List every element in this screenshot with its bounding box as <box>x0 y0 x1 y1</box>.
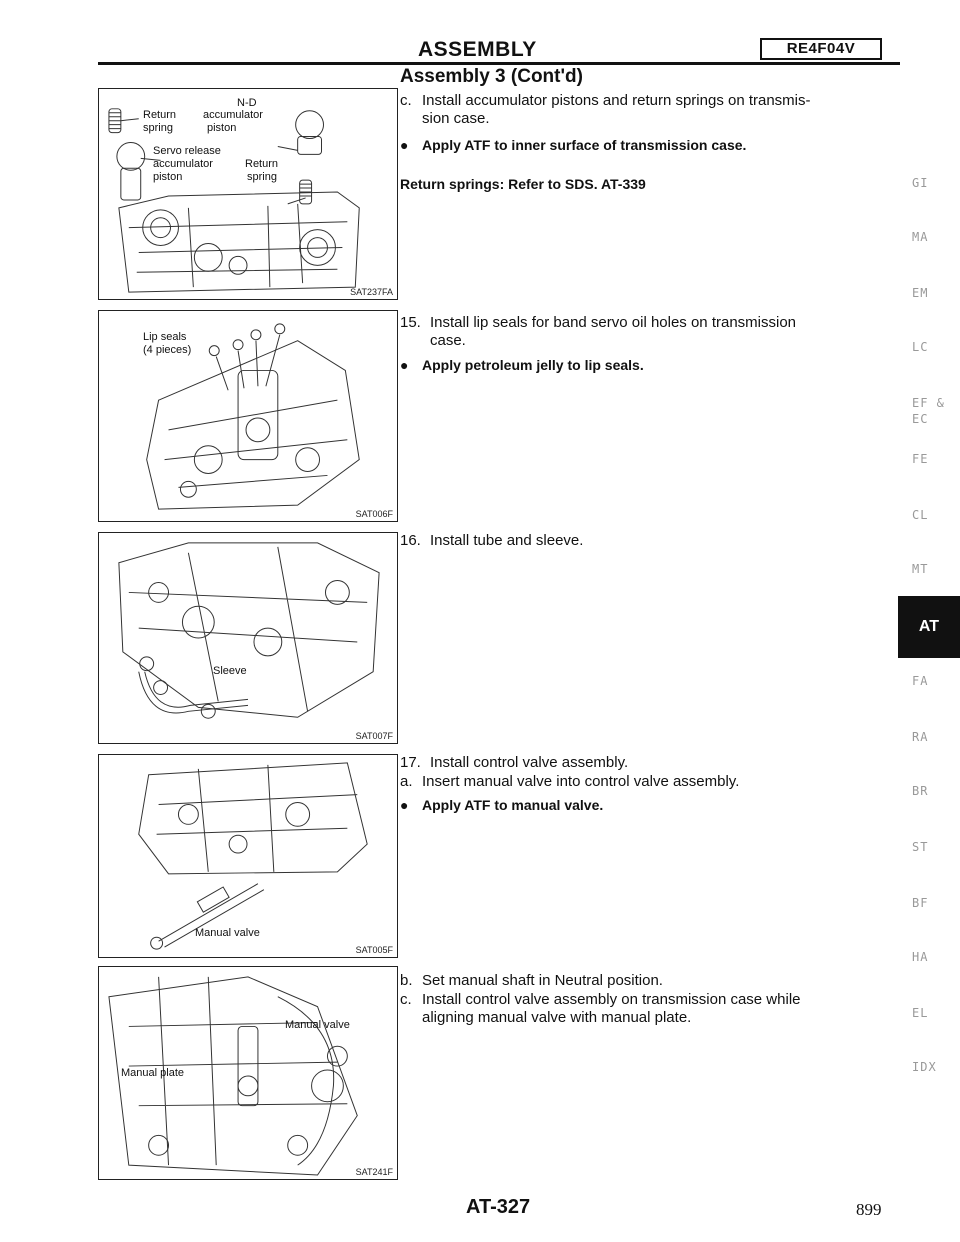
index-el[interactable]: EL <box>912 1006 929 1020</box>
step-c-accumulators <box>400 92 900 128</box>
figure-code: SAT007F <box>355 731 393 741</box>
step-c-control-valve <box>400 991 900 1027</box>
step-a <box>400 773 900 791</box>
label-spring: spring <box>143 122 173 134</box>
label-manual-valve: Manual valve <box>195 927 260 939</box>
figure-code: SAT005F <box>355 945 393 955</box>
header-rule <box>98 62 900 65</box>
index-idx[interactable]: IDX <box>912 1060 937 1074</box>
bullet-apply-atf-valve <box>400 796 900 814</box>
step-text-cont: case. <box>430 332 466 349</box>
step-marker: b. <box>400 972 413 989</box>
index-ha[interactable]: HA <box>912 950 929 964</box>
step-text: Install tube and sleeve. <box>430 532 584 549</box>
bullet-petroleum-jelly <box>400 356 900 374</box>
figure-manual-plate <box>98 966 398 1180</box>
label-accumulator-2: accumulator <box>153 158 213 170</box>
figure-manual-valve <box>98 754 398 958</box>
label-four-pieces: (4 pieces) <box>143 344 192 356</box>
page-title: ASSEMBLY <box>418 38 537 61</box>
step-number: 15. <box>400 314 421 331</box>
bullet-apply-atf-case <box>400 136 900 154</box>
index-fe[interactable]: FE <box>912 452 929 466</box>
figure-code: SAT006F <box>355 509 393 519</box>
index-ef[interactable]: EF & <box>912 396 945 410</box>
bullet-text: Apply petroleum jelly to lip seals. <box>422 357 644 373</box>
bullet-text: Apply ATF to manual valve. <box>422 797 604 813</box>
section-title: Assembly 3 (Cont'd) <box>400 66 583 87</box>
index-ec[interactable]: EC <box>912 412 929 426</box>
bullet-dot: ● <box>400 137 409 153</box>
step-16 <box>400 532 900 550</box>
bullet-dot: ● <box>400 797 409 813</box>
index-bf[interactable]: BF <box>912 896 929 910</box>
step-text: Set manual shaft in Neutral position. <box>422 972 663 989</box>
figure-accumulator-pistons <box>98 88 398 300</box>
step-17 <box>400 754 900 772</box>
step-marker: a. <box>400 773 413 790</box>
label-return: Return <box>143 109 177 121</box>
step-text: Install accumulator pistons and return springs on transmis- <box>422 92 811 109</box>
step-number: 17. <box>400 754 421 771</box>
index-cl[interactable]: CL <box>912 508 929 522</box>
index-em[interactable]: EM <box>912 286 929 300</box>
model-badge: RE4F04V <box>760 38 882 60</box>
step-marker: c. <box>400 991 412 1008</box>
step-marker: c. <box>400 92 412 109</box>
label-piston: piston <box>207 122 237 134</box>
label-return-2: Return <box>245 158 279 170</box>
page-number: 899 <box>856 1200 882 1219</box>
step-b <box>400 972 900 990</box>
page-reference: AT-327 <box>466 1196 531 1218</box>
step-15 <box>400 314 900 350</box>
bullet-text: Apply ATF to inner surface of transmission case. <box>422 137 747 153</box>
index-br[interactable]: BR <box>912 784 929 798</box>
figure-code: SAT241F <box>355 1167 393 1177</box>
step-text: Insert manual valve into control valve assembly. <box>422 773 740 790</box>
step-text-cont: sion case. <box>422 110 490 127</box>
label-sleeve: Sleeve <box>213 665 247 677</box>
index-ra[interactable]: RA <box>912 730 929 744</box>
label-nd: N-D <box>237 97 257 109</box>
index-at-active[interactable]: AT <box>898 596 960 658</box>
step-text: Install control valve assembly on transmission case while <box>422 991 801 1008</box>
label-servo-release: Servo release <box>153 145 221 157</box>
index-lc[interactable]: LC <box>912 340 929 354</box>
step-text: Install control valve assembly. <box>430 754 629 771</box>
index-mt[interactable]: MT <box>912 562 929 576</box>
label-accumulator: accumulator <box>203 109 263 121</box>
label-spring-2: spring <box>247 171 277 183</box>
label-piston-2: piston <box>153 171 183 183</box>
tube-sleeve-illustration <box>99 533 397 743</box>
label-manual-plate: Manual plate <box>121 1067 184 1079</box>
index-st[interactable]: ST <box>912 840 929 854</box>
figure-lip-seals <box>98 310 398 522</box>
index-gi[interactable]: GI <box>912 176 929 190</box>
step-text: Install lip seals for band servo oil holes on transmission <box>430 314 797 331</box>
figure-tube-sleeve <box>98 532 398 744</box>
bullet-dot: ● <box>400 357 409 373</box>
label-manual-valve-2: Manual valve <box>285 1019 350 1031</box>
spec-return-springs: Return springs: Refer to SDS. AT-339 <box>400 176 646 192</box>
step-number: 16. <box>400 532 421 549</box>
figure-code: SAT237FA <box>350 287 393 297</box>
label-lip-seals: Lip seals <box>143 331 187 343</box>
step-text-cont: aligning manual valve with manual plate. <box>422 1009 692 1026</box>
index-fa[interactable]: FA <box>912 674 929 688</box>
index-ma[interactable]: MA <box>912 230 929 244</box>
